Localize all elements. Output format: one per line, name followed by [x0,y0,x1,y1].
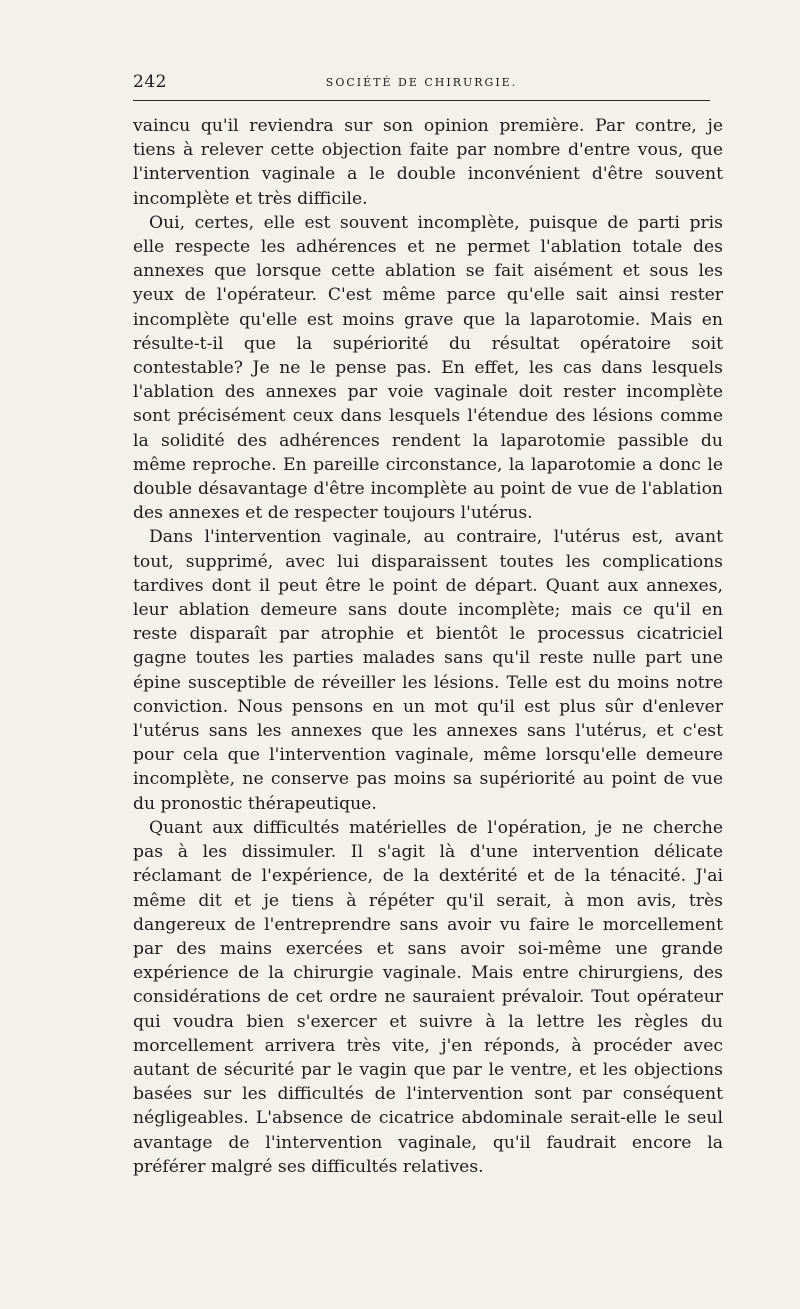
paragraph-4: Quant aux difficultés matérielles de l'opération, je ne cherche pas à les dissimuler. Il s'agit là d'une intervention délicate réclamant de l'expérience, de la dextérité et de la ténacité. J'ai même dit et je tiens à répéter qu'il serait, à mon avis, très dangereux de l'entreprendre sans avoir vu faire le morcellement par des mains exercées et sans avoir soi-même une grande expérience de la chirurgie vaginale. Mais entre chirurgiens, des considérations de cet ordre ne sauraient prévaloir. Tout opérateur qui voudra bien s'exercer et suivre à la lettre les règles du morcellement arrivera très vite, j'en réponds, à procéder avec autant de sécurité par le vagin que par le ventre, et les objections basées sur les difficultés de l'intervention sont par conséquent négligeables. L'absence de cicatrice abdominale serait-elle le seul avantage de l'intervention vaginale, qu'il faudrait encore la préférer malgré ses difficultés relatives. [133,817,723,1177]
running-head [133,72,710,102]
journal-title: SOCIÉTÉ DE CHIRURGIE. [325,76,518,89]
paragraph-3: Dans l'intervention vaginale, au contraire, l'utérus est, avant tout, supprimé, avec lui disparaissent toutes les complications tardives dont il peut être le point de départ. Quant aux annexes, leur ablation demeure sans doute incomplète; mais ce qu'il en reste disparaît par atrophie et bientôt le processus cicatriciel gagne toutes les parties malades sans qu'il reste nulle part une épine susceptible de réveiller les lésions. Telle est du moins notre conviction. Nous pensons en un mot qu'il est plus sûr d'enlever l'utérus sans les annexes que les annexes sans l'utérus, et c'est pour cela que l'intervention vaginale, même lorsqu'elle demeure incomplète, ne conserve pas moins sa supériorité au point de vue du pronostic thérapeutique. [133,527,723,814]
body-text [133,114,723,1179]
paragraph-2: Oui, certes, elle est souvent incomplète, puisque de parti pris elle respecte les adhérences et ne permet l'ablation totale des annexes que lorsque cette ablation se fait aisément et sous les yeux de l'opérateur. C'est même parce qu'elle sait ainsi rester incomplète qu'elle est moins grave que la laparotomie. Mais en résulte-t-il que la supériorité du résultat opératoire soit contestable? Je ne le pense pas. En effet, les cas dans lesquels l'ablation des annexes par voie vaginale doit rester incomplète sont précisément ceux dans lesquels l'étendue des lésions comme la solidité des adhérences rendent la laparotomie passible du même reproche. En pareille circonstance, la laparotomie a donc le double désavantage d'être incomplète au point de vue de l'ablation des annexes et de respecter toujours l'utérus. [133,212,723,524]
paragraph-1: vaincu qu'il reviendra sur son opinion première. Par contre, je tiens à relever cette objection faite par nombre d'entre vous, que l'intervention vaginale a le double inconvénient d'être souvent incomplète et très difficile. [133,116,723,209]
header-rule [133,100,710,101]
page-number: 242 [133,72,167,92]
